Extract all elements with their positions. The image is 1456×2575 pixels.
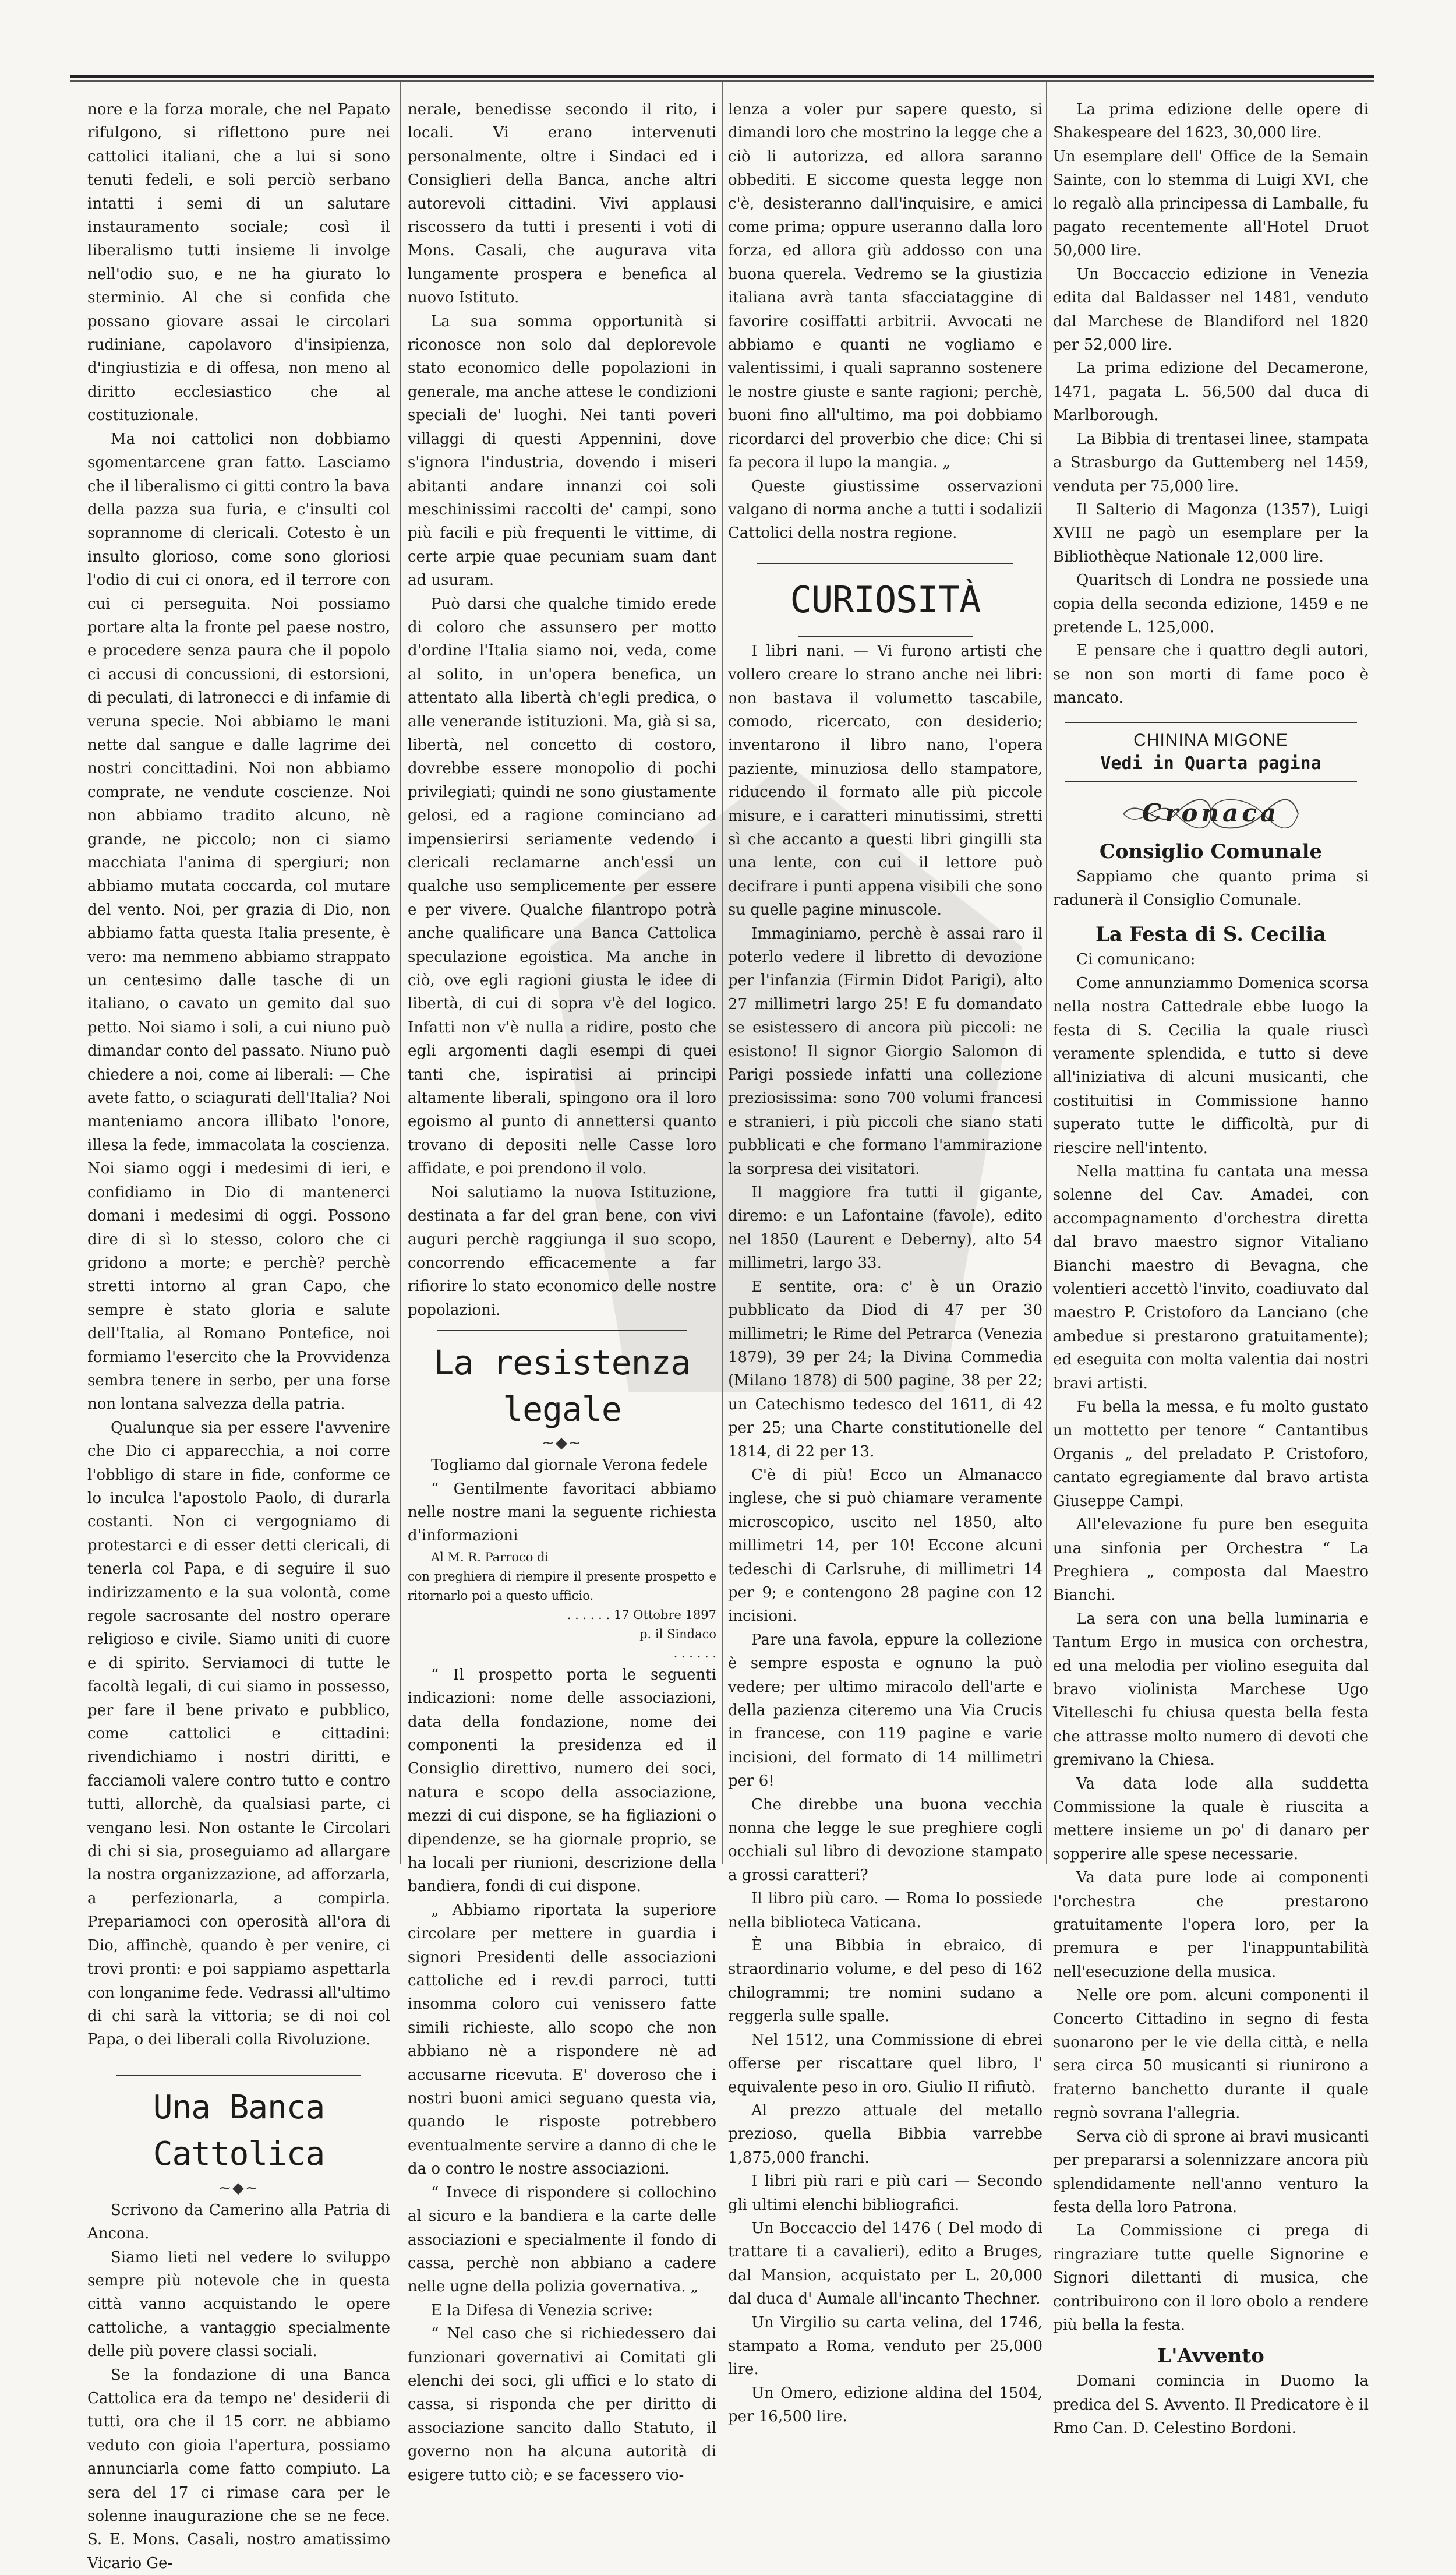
article-paragraph: “ Nel caso che si richiedessero dai funzionari governativi ai Comitati gli elenchi dei soci, gli uffici e lo stato di cassa, si risponda che per diritto di associazione sancito dallo Statuto, il governo non ha alcuna autorità di esigere tutto ciò; e se facessero vio- [408,2325,716,2484]
article-paragraph: Immaginiamo, perchè è assai raro il poterlo vedere il libretto di devozione per l'infanzia (Firmin Didot Parigi), alto 27 millimetri largo 25! E fu domandato se esistessero di ancora più piccoli: ne esistono! Il signor Giorgio Salomon di Parigi possiede infatti una collezione preziosissima: sono 700 volumi francesi e stranieri, i più piccoli che siano stati pubblicati e che formano l'ammirazione la sorpresa dei visitatori. [728,925,1042,1178]
article-paragraph: La Bibbia di trentasei linee, stampata a Strasburgo da Guttemberg nel 1459, venduta per 75,000 lire. [1053,430,1369,495]
article-paragraph: “ Il prospetto porta le seguenti indicazioni: nome delle associazioni, data della fondazione, nome dei componenti la presidenza ed il Consiglio direttivo, numero dei soci, natura e scopo della associazione, mezzi di cui dispone, se ha figliazioni o dipendenze, se ha giornale proprio, se ha locali per riunioni, descrizione della bandiera, fondi di cui dispone. [408,1666,716,1896]
section-rule [757,563,1013,564]
ad-title: CHININA MIGONE [1133,730,1288,750]
column-3 [728,98,1042,2426]
form-date: . . . . . . 17 Ottobre 1897 [567,1607,716,1622]
column-1 [87,98,390,2572]
article-paragraph: Ci comunicano: [1076,951,1196,969]
ad-subtitle: Vedi in Quarta pagina [1100,753,1321,774]
banca-cattolica-title: Una Banca Cattolica [153,2088,325,2173]
cronaca-heading [1118,792,1304,836]
form-dots: . . . . . . [673,1646,716,1660]
section-rule [798,636,973,637]
article-paragraph: Il Salterio di Magonza (1357), Luigi XVIII ne pagò un esemplare per la Bibliothèque Nationale 12,000 lire. [1053,500,1369,566]
article-paragraph: C'è di più! Ecco un Almanacco inglese, che si può chiamare veramente microscopico, uscito nel 1850, alto millimetri 14, per 10! Eccone alcuni tedeschi di Carlsruhe, di millimetri 14 per 9; e contengono 28 pagine con 12 incisioni. [728,1466,1042,1625]
article-paragraph: Serva ciò di sprone ai bravi musicanti per prepararsi a solennizzare ancora più splendidamente nell'anno venturo la festa della loro Patrona. [1053,2128,1369,2216]
article-paragraph: E pensare che i quattro degli autori, se non son morti di fame poco è mancato. [1053,642,1369,707]
article-paragraph: nerale, benedisse secondo il rito, i locali. Vi erano intervenuti personalmente, oltre i Sindaci ed i Consiglieri della Banca, anche altri autorevoli cittadini. Vivi applausi riscossero da tutti i presenti i voti di Mons. Casali, che augurava vita lungamente prospera e benefica al nuovo Istituto. [408,101,716,307]
article-paragraph: “ Invece di rispondere si collochino al sicuro e la bandiera e la carte delle associazioni e specialmente il fondo di cassa, perchè non abbiano a cadere nelle ugne della polizia governativa. „ [408,2184,716,2296]
article-paragraph: Che direbbe una buona vecchia nonna che legge le sue preghiere cogli occhiali sul libro di devozione stampato a grossi caratteri? [728,1796,1042,1884]
consiglio-comunale-title: Consiglio Comunale [1099,839,1323,863]
article-paragraph: La prima edizione del Decamerone, 1471, pagata L. 56,500 dal duca di Marlborough. [1053,359,1369,425]
article-paragraph: I libri più rari e più cari — Secondo gli ultimi elenchi bibliografici. [728,2172,1042,2214]
avvento-title: L'Avvento [1157,2344,1264,2368]
article-paragraph: Queste giustissime osservazioni valgano di norma anche a tutti i sodalizii Cattolici della nostra regione. [728,477,1042,542]
column-divider [400,82,401,1864]
top-rule [70,75,1374,78]
article-paragraph: Togliamo dal giornale Verona fedele [431,1456,708,1475]
article-paragraph: Un esemplare dell' Office de la Semain Sainte, con lo stemma di Luigi XVI, che lo regalò alla principessa di Lamballe, fu pagato recentemente all'Hotel Druot 50,000 lire. [1053,147,1369,260]
article-paragraph: Può darsi che qualche timido erede di coloro che assunsero per motto d'ordine l'Italia siamo noi, veda, come al solito, in un'opera benefica, un attentato alla libertà ch'egli predica, o alle venerande istituzioni. Ma, già si sa, libertà, nel concetto di costoro, dovrebbe essere monopolio di pochi privilegiati; quindi ne sono giustamente gelosi, ed a ragione cominciano ad impensierirsi seriamente vedendo i clericali reclamarne anch'essi un qualche uso semplicemente per essere e per vivere. Qualche filantropo potrà anche qualificare una Banca Cattolica speculazione egoistica. Ma anche in ciò, ove egli ragioni giusta le idee di libertà, di cui di sopra v'è del logico. Infatti non v'è nulla a ridire, posto che egli argomenti dagli esempi di quei tanti che, ispiratisi ai principi altamente liberali, spingono ora il loro egoismo al punto di annettersi quanto trovano di depositi nelle Casse loro affidate, e poi prendono il volo. [408,595,716,1178]
article-paragraph: E la Difesa di Venezia scrive: [431,2301,653,2319]
article-paragraph: Va data pure lode ai componenti l'orchestra che prestarono gratuitamente l'opera loro, per la premura e per l'inappuntabilità nell'esecuzione della musica. [1053,1869,1369,1981]
article-paragraph: I libri nani. — Vi furono artisti che vollero creare lo strano anche nei libri: non bastava il volumetto tascabile, comodo, ricercato, con desiderio; inventarono il libro nano, l'opera paziente, minuziosa dello stampatore, riducendo il formato alle più piccole misure, e i caratteri minutissimi, stretti sì che accanto a questi libri gingilli sta una lente, con cui il lettore può decifrare i punti appena visibili che sono su quelle pagine minuscole. [728,642,1042,919]
article-paragraph: Un Boccaccio edizione in Venezia edita dal Baldasser nel 1481, venduto dal Marchese de Blandiford nel 1820 per 52,000 lire. [1053,265,1369,354]
article-paragraph: La sera con una bella luminaria e Tantum Ergo in musica con orchestra, ed una melodia per violino eseguita dal bravo violinista Marchese Ugo Vitelleschi fu chiusa questa bella festa che attrasse molto numero di devoti che gremivano la Chiesa. [1053,1610,1369,1769]
column-divider [1046,82,1047,1864]
article-paragraph: Il libro più caro. — Roma lo possiede nella biblioteca Vaticana. [728,1890,1042,1931]
article-paragraph: Domani comincia in Duomo la predica del S. Avvento. Il Predicatore è il Rmo Can. D. Celestino Bordoni. [1053,2372,1369,2438]
article-paragraph: Nelle ore pom. alcuni componenti il Concerto Cittadino in segno di festa suonarono per le vie della città, e nella sera circa 50 musicanti si riunirono a fraterno banchetto durante il quale regnò sovrana l'allegria. [1053,1987,1369,2122]
column-2 [408,98,716,2484]
article-paragraph: lenza a voler pur sapere questo, si dimandi loro che mostrino la legge che a ciò li autorizza, ed allora saranno obbediti. E siccome questa legge non c'è, desisteranno dall'inquisire, e amici come prima; oppure useranno dalla loro forza, ed allora giù addosso con una buona querela. Vedremo se la giustizia italiana avrà tanta sfacciataggine di favorire cosiffatti arbitrii. Avvocati ne abbiamo e quanti ne vogliamo e valentissimi, i quali sapranno sostenere le nostre giuste e sante ragioni; perchè, buoni fino all'ultimo, ma poi dobbiamo ricordarci del proverbio che dice: Chi si fa pecora il lupo la mangia. „ [728,101,1042,472]
cronaca-label: Cronaca [1142,799,1280,828]
article-paragraph: Nel 1512, una Commissione di ebrei offerse per riscattare quel libro, l' equivalente peso in oro. Giulio II rifiutò. [728,2031,1042,2096]
article-paragraph: All'elevazione fu pure ben eseguita una sinfonia per Orchestra “ La Preghiera „ composta dal Maestro Bianchi. [1053,1516,1369,1604]
article-paragraph: Sappiamo che quanto prima si radunerà il Consiglio Comunale. [1053,867,1369,909]
form-recipient: Al M. R. Parroco di [431,1550,549,1564]
article-paragraph: Scrivono da Camerino alla Patria di Ancona. [87,2201,390,2243]
article-paragraph: Siamo lieti nel vedere lo sviluppo sempre più notevole che in questa città vanno acquistando le opere cattoliche, a vantaggio specialmente delle più povere classi sociali. [87,2248,390,2361]
article-paragraph: Qualunque sia per essere l'avvenire che Dio ci apparecchia, a noi corre l'obbligo di stare in fide, conforme ce lo inculca l'apostolo Paolo, di durarla costanti. Non ci vergogniamo di protestarci e di esser detti clericali, di tenerla col Papa, e di seguire il suo indirizzamento e la sua volontà, come regole sacrosante del nostro operare religioso e civile. Siamo uniti di cuore e di spirito. Serviamoci di tutte le facoltà legali, di cui siamo in possesso, per fare il bene privato e pubblico, come cattolici e cittadini: rivendichiamo i nostri diritti, e facciamoli valere contro tutto e contro tutti, allorchè, da qualsiasi parte, ci vengano lesi. Non ostante le Circolari di chi si sia, proseguiamo ad allargare la nostra organizzazione, ad afforzarla, a perfezionarla, a compirla. Prepariamoci con operosità all'ora di Dio, affinchè, quando è per venire, ci trovi pronti: e poi sappiamo aspettarla con longanime fede. Vedrassi all'ultimo di chi sarà la vittoria; se di noi col Papa, o dei liberali colla Rivoluzione. [87,1419,390,2049]
section-rule [116,2075,361,2076]
article-paragraph: La Commissione ci prega di ringraziare tutte quelle Signorine e Signori dilettanti di musica, che contribuirono con il loro obolo a rendere più bella la festa. [1053,2222,1369,2334]
article-paragraph: Un Omero, edizione aldina del 1504, per 16,500 lire. [728,2384,1042,2426]
article-paragraph: La sua somma opportunità si riconosce non solo dal deplorevole stato economico delle popolazioni in generale, ma anche attese le condizioni speciali de' luoghi. Nei tanti poveri villaggi di questi Appennini, dove s'ignora l'industria, dovendo i miseri abitanti andare innanzi coi soli meschinissimi raccolti de' campi, sono più facili e più frequenti le vittime, di certe arpie quae pecuniam suam dant ad usuram. [408,312,716,590]
article-paragraph: Va data lode alla suddetta Commissione la quale è riuscita a mettere insieme un po' di danaro per sopperire alle spese necessarie. [1053,1775,1369,1863]
article-paragraph: Come annunziammo Domenica scorsa nella nostra Cattedrale ebbe luogo la festa di S. Cecilia la quale riuscì veramente splendida, e tutto si deve all'iniziativa di alcuni musicanti, che costituitisi in Commissione hanno superato tutte le difficoltà, pur di riescire nell'intento. [1053,974,1369,1157]
form-body: con preghiera di riempire il presente prospetto e ritornarlo poi a questo ufficio. [408,1569,716,1603]
section-rule [1065,722,1357,723]
article-paragraph: Un Boccaccio del 1476 ( Del modo di trattare ti a cavalieri), edito a Bruges, dal Mansion, acquistato per L. 20,000 dal duca d' Aumale all'incanto Thechner. [728,2219,1042,2308]
form-signature: p. il Sindaco [639,1627,716,1641]
article-paragraph: Fu bella la messa, e fu molto gustato un mottetto per tenore “ Cantantibus Organis „ del preladato P. Cristoforo, cantato egregiamente dal bravo artista Giuseppe Campi. [1053,1398,1369,1510]
article-paragraph: nore e la forza morale, che nel Papato rifulgono, si riflettono pure nei cattolici italiani, che a lui si sono tenuti fedeli, e soli perciò serbano intatti i semi di un salutare instauramento sociale; così il liberalismo tutti insieme li involge nell'odio suo, e ne ha giurato lo sterminio. Al che si confida che possano giovare assai le circolari rudiniane, capolavoro d'insipienza, d'ingiustizia e di offesa, non meno al diritto ecclesiastico che al costituzionale. [87,101,390,425]
article-paragraph: Ma noi cattolici non dobbiamo sgomentarcene gran fatto. Lasciamo che il liberalismo ci gitti contro la bava della pazza sua furia, e c'insulti col soprannome di clericali. Cotesto è un insulto glorioso, come sono gloriosi l'odio di cui ci onora, ed il terrore con cui ci perseguita. Noi possiamo portare alta la fronte pel paese nostro, e procedere senza paura che il popolo ci accusi di concussioni, di estorsioni, di peculati, di latronecci e di infamie di veruna specie. Noi abbiamo le mani nette dal sangue e dalle lagrime dei nostri concittadini. Noi non abbiamo comprate, ne vendute coscienze. Noi non abbiamo tradito alcuno, nè grande, ne piccolo; non ci siamo macchiata l'anima di spergiuri; non abbiamo mutata coccarda, col mutare del vento. Noi, per grazia di Dio, non abbiamo fatta questa Italia presente, è vero: ma nemmeno abbiamo strappato un centesimo dalle tasche di un italiano, o cavato un gemito dal suo petto. Noi siamo i soli, a cui niuno può dimandar conto del passato. Niuno può chiedere a noi, come ai liberali: — Che avete fatto, o sciagurati dell'Italia? Noi manteniamo ancora illibato l'onore, illesa la fede, immacolata la coscienza. Noi siamo oggi i medesimi di ieri, e confidiamo in Dio di mantenerci domani i medesimi di oggi. Possono dire di sì lo stesso, coloro che ci gridono a morte; e perchè? perchè stretti intorno al gran Capo, che sempre è stato gloria e salute dell'Italia, al Romano Pontefice, noi formiamo l'esercito che la Provvidenza sembra tenere in serbo, per una forse non lontana salvezza della patria. [87,430,390,1413]
article-paragraph: Il maggiore fra tutti il gigante, diremo: e un Lafontaine (favole), edito nel 1850 (Laurent e Deberny), alto 54 millimetri, largo 33. [728,1184,1042,1272]
ornament-flourish: ~◆~ [218,2179,259,2197]
article-paragraph: „ Abbiamo riportata la superiore circolare per mettere in guardia i signori Presidenti delle associazioni cattoliche ed i rev.di parroci, tutti insomma coloro cui venissero fatte simili richieste, allo scopo che non abbiano nè a rispondere nè ad accusarne ricevuta. E' doveroso che i nostri buoni amici seguano questa via, quando le risposte potrebbero eventualmente servire a danno di che le da o contro le nostre associazioni. [408,1901,716,2178]
article-paragraph: Nella mattina fu cantata una messa solenne del Cav. Amadei, con accompagnamento d'orchestra diretta dal bravo maestro signor Vitaliano Bianchi maestro di Bevagna, che volentieri accettò l'invito, coadiuvato dal maestro P. Cristoforo da Lanciano (che ambedue si prestarono gratuitamente); ed eseguita con molta valentia dai nostri bravi artisti. [1053,1163,1369,1392]
column-divider [722,82,723,1864]
article-paragraph: È una Bibbia in ebraico, di straordinario volume, e del peso di 162 chilogrammi; tre nomini sudano a reggerla sulle spalle. [728,1937,1042,2026]
article-paragraph: Noi salutiamo la nuova Istituzione, destinata a far del gran bene, con vivi auguri perchè raggiunga il suo scopo, concorrendo efficacemente a far rifiorire lo stato economico delle nostre popolazioni. [408,1183,716,1319]
article-paragraph: Pare una favola, eppure la collezione è sempre esposta e ognuno la può vedere; per ultimo miracolo dell'arte e della pazienza citeremo una Via Crucis in francese, con 119 pagine e varie incisioni, del formato di 14 millimetri per 6! [728,1631,1042,1790]
section-rule [437,1330,687,1331]
ornament-flourish: ~◆~ [542,1434,582,1452]
article-paragraph: E sentite, ora: c' è un Orazio pubblicato da Diod di 47 per 30 millimetri; le Rime del Petrarca (Venezia 1879), 39 per 24; la Divina Commedia (Milano 1878) di 500 pagine, 38 per 22; un Catechismo tedesco del 1611, di 42 per 25; una Charte constitutionelle del 1814, di 22 per 13. [728,1278,1042,1461]
festa-cecilia-title: La Festa di S. Cecilia [1095,923,1327,947]
article-paragraph: Al prezzo attuale del metallo prezioso, quella Bibbia varrebbe 1,875,000 franchi. [728,2101,1042,2167]
article-paragraph: “ Gentilmente favoritaci abbiamo nelle nostre mani la seguente richiesta d'informazioni [408,1480,716,1545]
article-paragraph: Se la fondazione di una Banca Cattolica era da tempo ne' desiderii di tutti, ora che il 15 corr. ne abbiamo veduto con gioia l'apertura, possiamo annunciarla come fatto compiuto. La sera del 17 ci rimase cara per le solenne inaugurazione che se ne fece. S. E. Mons. Casali, nostro amatissimo Vicario Ge- [87,2366,390,2572]
article-paragraph: Un Virgilio su carta velina, del 1746, stampato a Roma, venduto per 25,000 lire. [728,2313,1042,2379]
article-paragraph: Quaritsch di Londra ne possiede una copia della seconda edizione, 1459 e ne pretende L. 125,000. [1053,572,1369,636]
article-paragraph: La prima edizione delle opere di Shakespeare del 1623, 30,000 lire. [1053,101,1369,142]
curiosita-title: CURIOSITÀ [790,578,981,621]
section-rule [1065,781,1357,782]
resistenza-legale-title: La resistenza legale [433,1343,691,1430]
column-4 [1053,98,1369,2438]
